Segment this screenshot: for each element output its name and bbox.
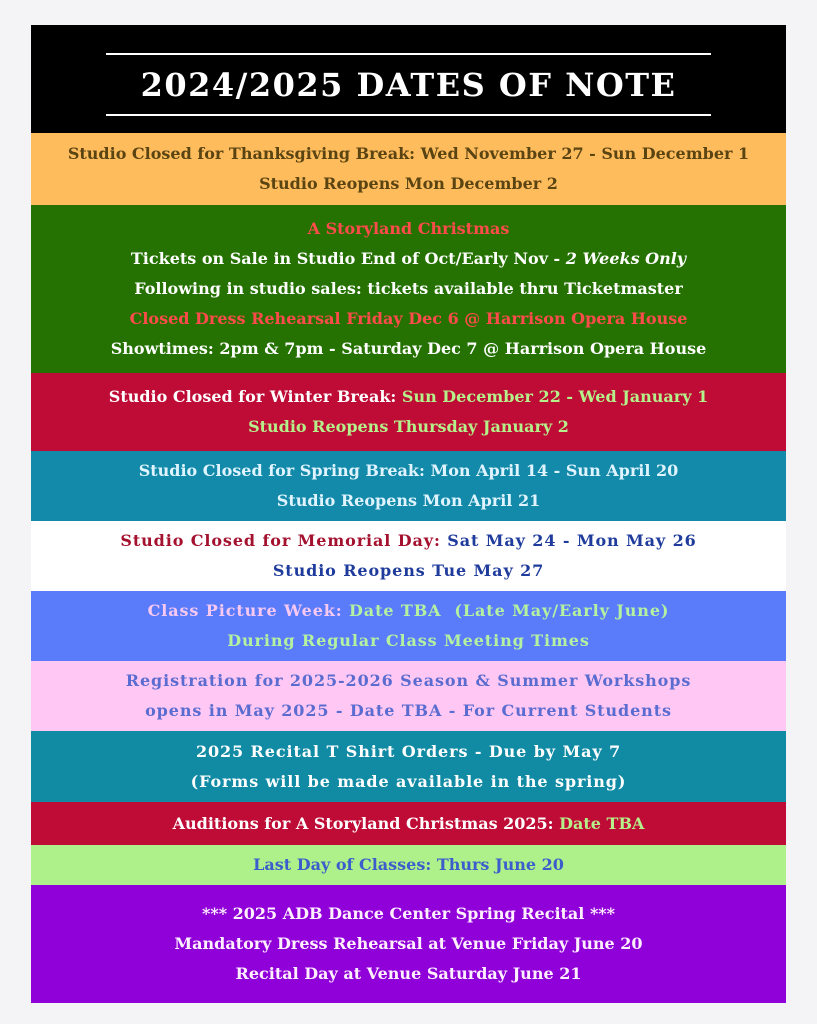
header-banner [31, 25, 786, 133]
memorial-day-label: Studio Closed for Memorial Day: [120, 531, 448, 550]
memorial-day-band [31, 521, 786, 591]
auditions-label: Auditions for A Storyland Christmas 2025: [172, 813, 560, 833]
page-title: 2024/2025 DATES OF NOTE [140, 66, 677, 104]
registration-band [31, 661, 786, 731]
winter-break-line [109, 382, 708, 412]
tshirt-band [31, 731, 786, 802]
recital-rehearsal-line: Mandatory Dress Rehearsal at Venue Friday June 20 [174, 934, 643, 953]
last-day-band [31, 845, 786, 885]
storyland-following-line: Following in studio sales: tickets available thru Ticketmaster [134, 279, 683, 298]
class-picture-label: Class Picture Week: [147, 601, 350, 620]
tickets-text: Tickets on Sale in Studio End of Oct/Early Nov - [130, 249, 566, 268]
spring-reopens-line: Studio Reopens Mon April 21 [276, 491, 541, 510]
auditions-band [31, 802, 786, 845]
thanksgiving-closed-line: Studio Closed for Thanksgiving Break: Wed November 27 - Sun December 1 [67, 144, 750, 163]
header-bottom-rule [106, 114, 711, 116]
storyland-tickets-line [131, 244, 686, 274]
tshirt-line-2: (Forms will be made available in the spring) [190, 771, 627, 791]
spring-break-dates: Mon April 14 - Sun April 20 [430, 461, 679, 480]
memorial-reopens-line: Studio Reopens Tue May 27 [272, 561, 545, 580]
tshirt-line-1: 2025 Recital T Shirt Orders - Due by May 7 [195, 741, 622, 761]
last-day-line: Last Day of Classes: Thurs June 20 [253, 855, 564, 874]
recital-day-line: Recital Day at Venue Saturday June 21 [235, 964, 582, 983]
storyland-dress-rehearsal-line: Closed Dress Rehearsal Friday Dec 6 @ Harrison Opera House [129, 309, 688, 328]
recital-band [31, 885, 786, 1003]
class-picture-times-line: During Regular Class Meeting Times [227, 631, 590, 650]
winter-break-dates: Sun December 22 - Wed January 1 [401, 387, 709, 406]
thanksgiving-reopens-line: Studio Reopens Mon December 2 [259, 174, 558, 193]
memorial-day-dates: Sat May 24 - Mon May 26 [447, 531, 697, 550]
class-picture-band [31, 591, 786, 661]
auditions-line [173, 809, 645, 839]
thanksgiving-band [31, 133, 786, 205]
registration-line-2: opens in May 2025 - Date TBA - For Current Students [145, 701, 672, 720]
spring-break-band [31, 451, 786, 521]
spring-break-label: Studio Closed for Spring Break: [138, 461, 431, 480]
spring-break-line [139, 456, 679, 486]
registration-line-1: Registration for 2025-2026 Season & Summer Workshops [125, 671, 692, 690]
storyland-showtimes-line: Showtimes: 2pm & 7pm - Saturday Dec 7 @ Harrison Opera House [110, 339, 707, 358]
class-picture-dates: Date TBA (Late May/Early June) [349, 601, 670, 620]
winter-break-band [31, 373, 786, 451]
header-top-rule [106, 53, 711, 55]
storyland-heading: A Storyland Christmas [307, 219, 510, 238]
winter-reopens-line: Studio Reopens Thursday January 2 [248, 417, 569, 436]
dates-card [31, 25, 786, 1003]
winter-break-label: Studio Closed for Winter Break: [108, 387, 402, 406]
memorial-day-line [120, 526, 696, 556]
auditions-date: Date TBA [559, 813, 645, 833]
class-picture-line [148, 596, 670, 626]
tickets-emphasis: 2 Weeks Only [565, 249, 687, 268]
recital-heading: *** 2025 ADB Dance Center Spring Recital *** [201, 904, 616, 923]
storyland-band [31, 205, 786, 373]
